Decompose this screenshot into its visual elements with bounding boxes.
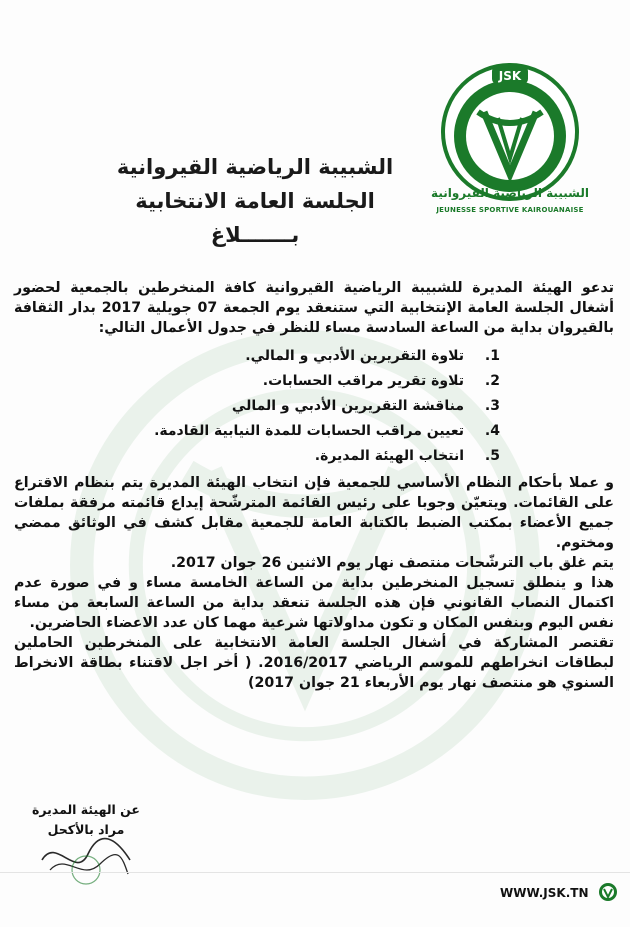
logo-badge-text: JSK bbox=[498, 69, 522, 83]
document-body bbox=[14, 278, 614, 693]
title-assembly: الجلسة العامة الانتخابية bbox=[135, 189, 375, 213]
intro-paragraph: تدعو الهيئة المديرة للشبيبة الرياضية القيروانية كافة المنخرطين بالجمعية لحضور أشغال الجلسة العامة الإنتخابية التي ستنعقد يوم الجمعة 07 جويلية 2017 بدار الثقافة بالقيروان بداية من الساعة السادسة مساء للنظر في جدول الأعمال التالي: bbox=[14, 280, 614, 336]
agenda-number: 3. bbox=[484, 398, 500, 414]
election-rules-paragraph: و عملا بأحكام النظام الأساسي للجمعية فإن انتخاب الهيئة المديرة يتم بنظام الاقتراع على القائمات. ويتعيّن وجوبا على رئيس القائمة المترشّحة إيداع قائمته مرفقة بملفات جميع الأعضاء بمكتب الضبط بالكتابة العامة للجمعية مقابل كشف في الوثائق ممضي ومختوم. bbox=[14, 475, 614, 551]
agenda-text: تلاوة تقرير مراقب الحسابات. bbox=[262, 373, 464, 389]
participation-paragraph: تقتصر المشاركة في أشغال الجلسة العامة الانتخابية على المنخرطين الحاملين لبطاقات انخراطهم للموسم الرياضي 2016/2017. ( أخر اجل لاقتناء بطاقة الانخراط السنوي هو منتصف نهار يوم الأربعاء 21 جوان 2017) bbox=[14, 635, 614, 691]
title-club: الشبيبة الرياضية القيروانية bbox=[116, 155, 394, 179]
agenda-number: 1. bbox=[484, 348, 500, 364]
handwritten-signature-icon bbox=[36, 830, 136, 888]
signature-name: مراد بالأكحل bbox=[47, 822, 125, 837]
club-logo-icon bbox=[440, 62, 580, 202]
footer-divider bbox=[0, 872, 630, 873]
footer-logo-icon bbox=[598, 882, 618, 902]
agenda-item bbox=[14, 369, 614, 394]
agenda-text: مناقشة التقريرين الأدبي و المالي bbox=[231, 398, 464, 414]
candidacy-deadline-paragraph: يتم غلق باب الترشّحات منتصف نهار يوم الاثنين 26 جوان 2017. bbox=[170, 555, 614, 571]
document-titles bbox=[90, 150, 420, 252]
agenda-item bbox=[14, 444, 614, 469]
agenda-text: تعيين مراقب الحسابات للمدة النيابية القادمة. bbox=[154, 423, 464, 439]
agenda-item bbox=[14, 344, 614, 369]
footer-website: WWW.JSK.TN bbox=[500, 886, 589, 900]
agenda-number: 2. bbox=[484, 373, 500, 389]
agenda-item bbox=[14, 394, 614, 419]
agenda-text: انتخاب الهيئة المديرة. bbox=[314, 448, 464, 464]
signature-on-behalf: عن الهيئة المديرة bbox=[32, 802, 140, 817]
agenda-text: تلاوة التقريرين الأدبي و المالي. bbox=[245, 348, 464, 364]
registration-paragraph: هذا و ينطلق تسجيل المنخرطين بداية من الساعة الخامسة مساء و في صورة عدم اكتمال النصاب القانوني فإن هذه الجلسة تنعقد بداية من الساعة السابعة من مساء نفس اليوم وبنفس المكان و تكون مداولاتها شرعية مهما كان عدد الاعضاء الحاضرين. bbox=[14, 575, 614, 631]
club-name-french: JEUNESSE SPORTIVE KAIROUANAISE bbox=[436, 206, 584, 214]
agenda-number: 4. bbox=[484, 423, 500, 439]
agenda-item bbox=[14, 419, 614, 444]
club-name-arabic: الشبيبة الرياضية القيروانية bbox=[431, 186, 589, 200]
agenda-list bbox=[14, 344, 614, 469]
agenda-number: 5. bbox=[484, 448, 500, 464]
title-announcement: بـــــــلاغ bbox=[210, 223, 300, 247]
